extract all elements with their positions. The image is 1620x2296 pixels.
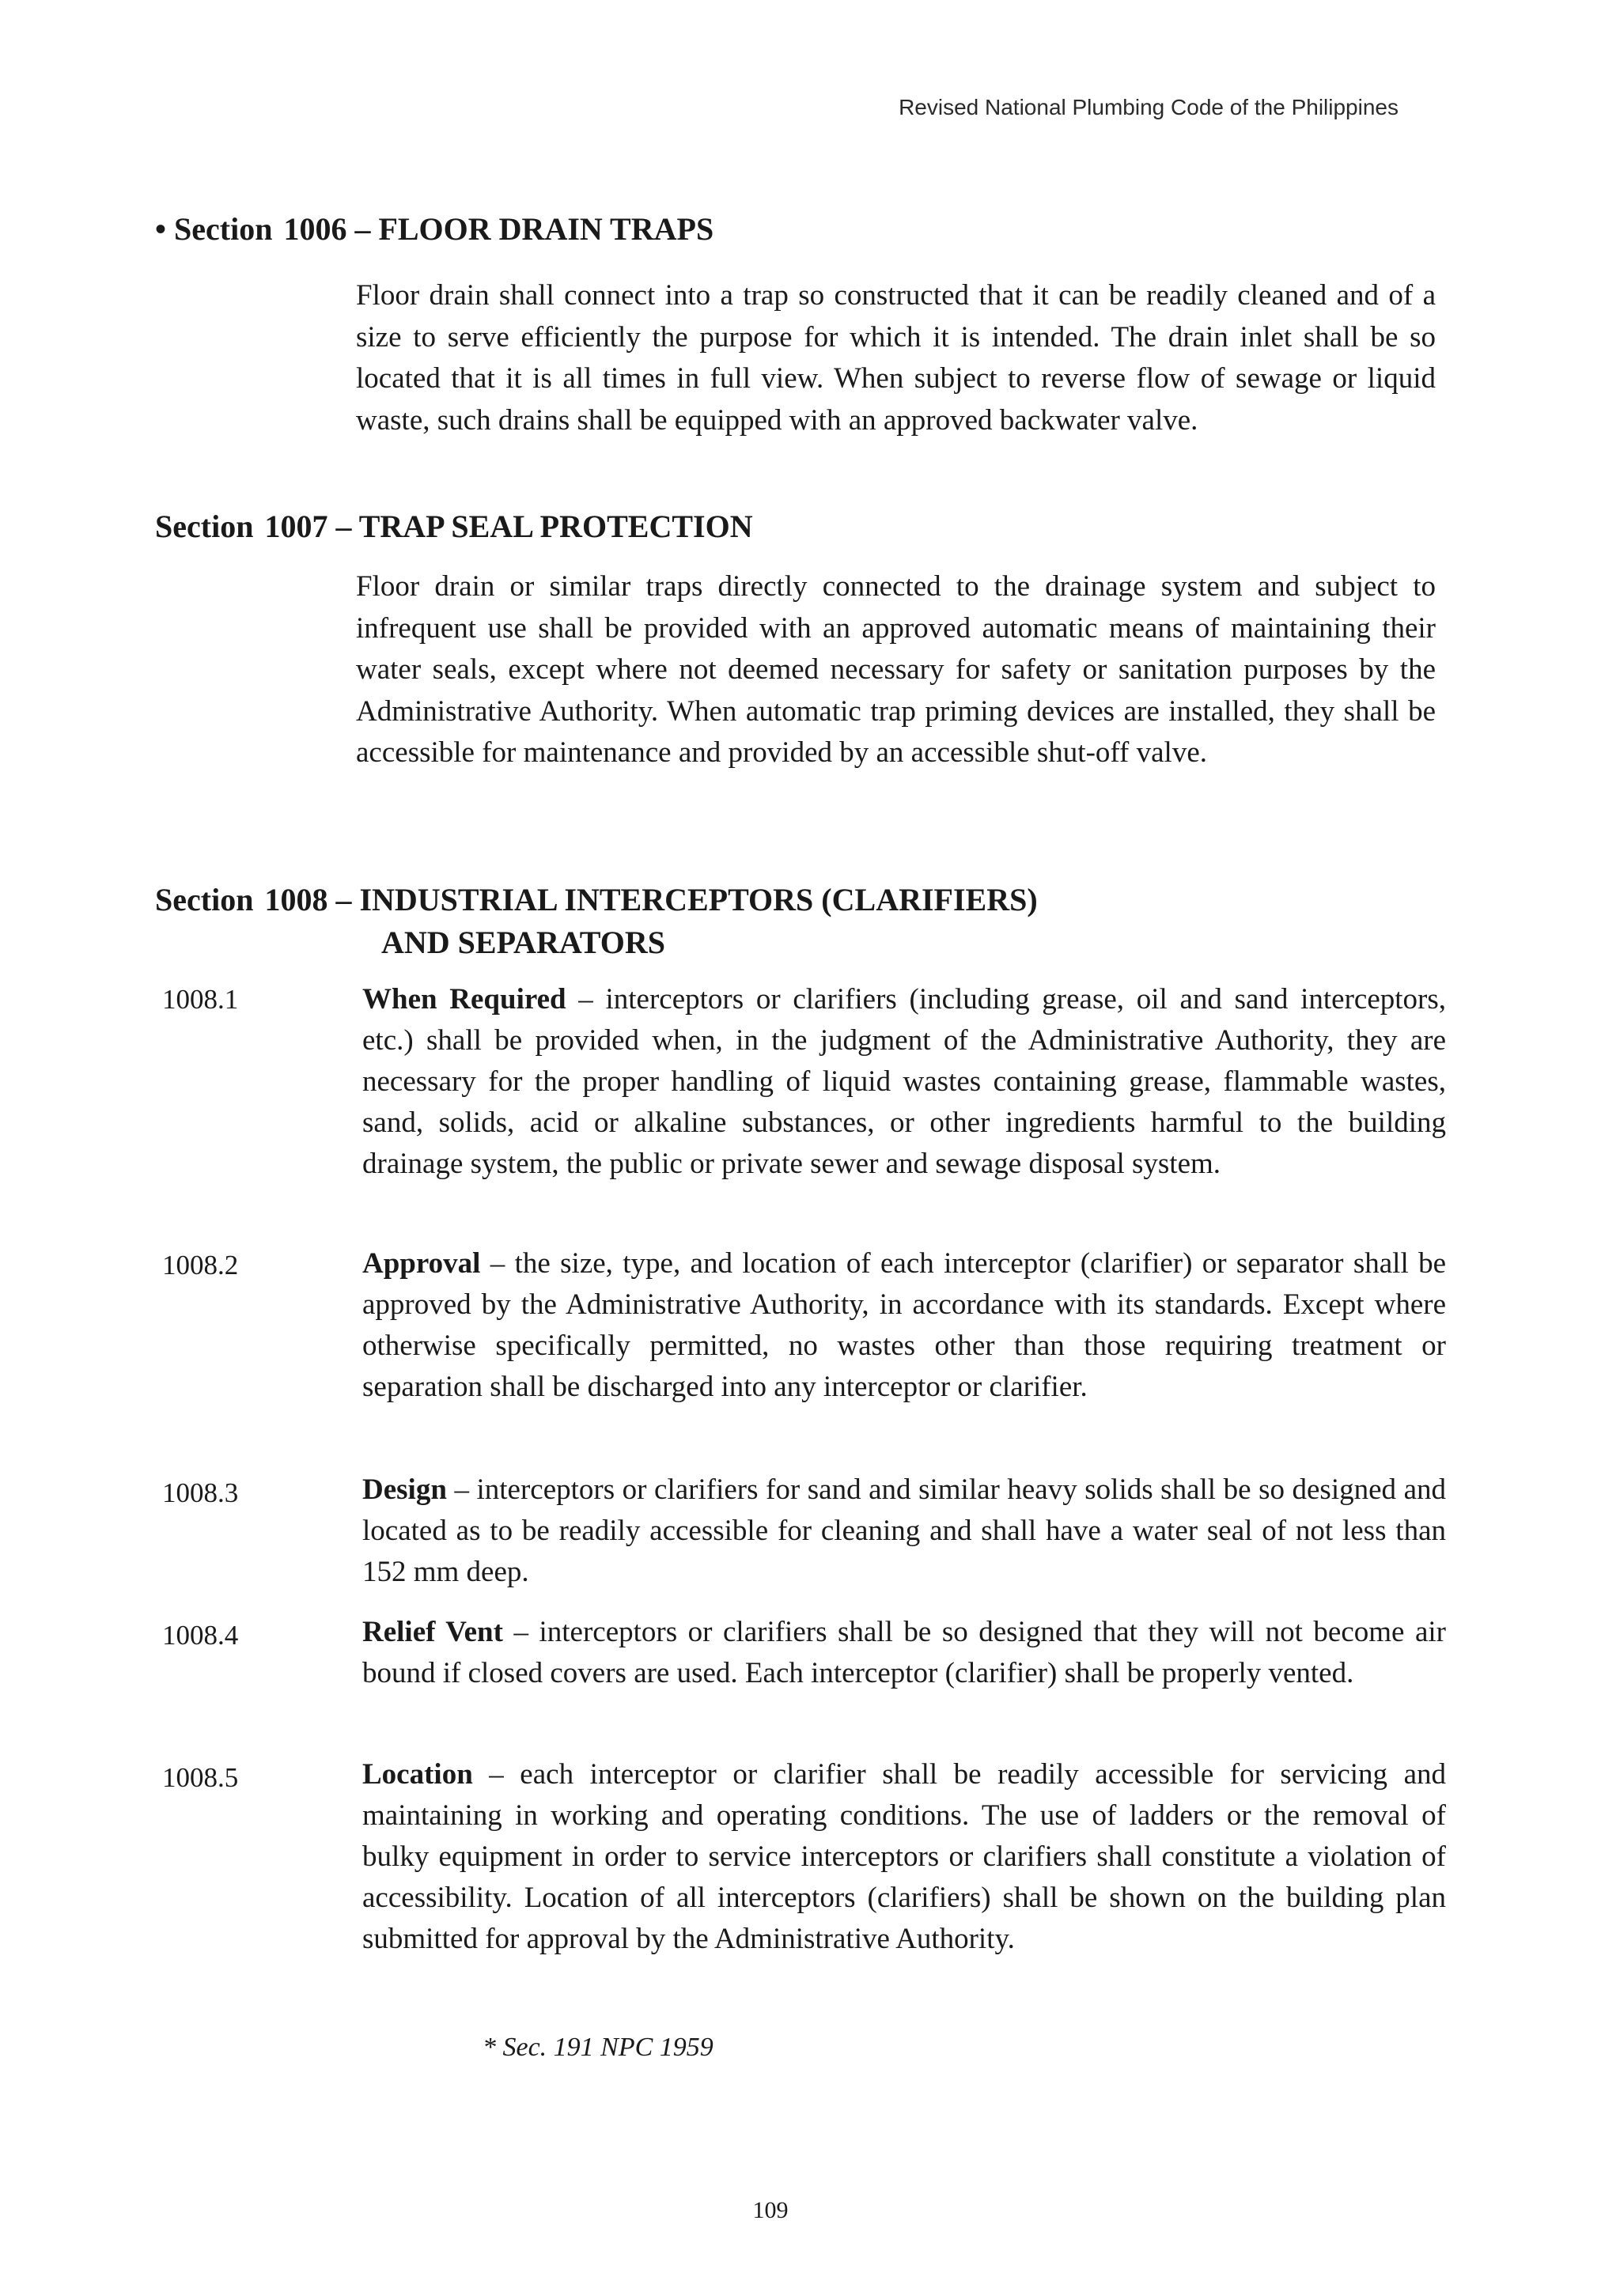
section-heading-1008 <box>155 878 1038 922</box>
section-body-1006: Floor drain shall connect into a trap so constructed that it can be readily cleaned and of a size to serve efficiently the purpose for which it is intended. The drain inlet shall be so located that it is all times in full view. When subject to reverse flow of sewage or liquid waste, such drains shall be equipped with an approved backwater valve. <box>356 279 1436 437</box>
subsection-body: – each interceptor or clarifier shall be readily accessible for servicing and maintaining in working and operating conditions. The use of ladders or the removal of bulky equipment in order to service interceptors or clarifiers shall constitute a violation of accessibility. Location of all interceptors (clarifiers) shall be shown on the building plan submitted for approval by the Administrative Authority. <box>362 1758 1446 1955</box>
subsection-number-1008-4: 1008.4 <box>162 1620 239 1651</box>
subsection-number-1008-1: 1008.1 <box>162 984 239 1015</box>
subsection-title: Approval <box>362 1247 481 1280</box>
section-prefix: • Section <box>155 211 273 247</box>
section-dash: – <box>335 509 352 544</box>
subsection-title: Location <box>362 1758 473 1791</box>
section-number: 1007 <box>264 509 328 544</box>
section-dash: – <box>335 882 352 917</box>
page-number: 109 <box>752 2197 789 2223</box>
section-dash: – <box>354 211 371 247</box>
subsection-text-1008-4 <box>362 1612 1446 1694</box>
section-number: 1006 <box>283 211 347 247</box>
subsection-text-1008-2 <box>362 1243 1446 1408</box>
subsection-text-1008-5 <box>362 1754 1446 1960</box>
section-heading-1007 <box>155 505 753 549</box>
subsection-number-1008-5: 1008.5 <box>162 1762 239 1793</box>
section-body-1007: Floor drain or similar traps directly connected to the drainage system and subject to infrequent use shall be provided with an approved automatic means of maintaining their water seals, except where not deemed necessary for safety or sanitation purposes by the Administrative Authority. When automatic trap priming devices are installed, they shall be accessible for maintenance and provided by an accessible shut-off valve. <box>356 570 1436 769</box>
subsection-body: – the size, type, and location of each interceptor (clarifier) or separator shall be approved by the Administrative Authority, in accordance with its standards. Except where otherwise specifically permitted, no wastes other than those requiring treatment or separation shall be discharged into any interceptor or clarifier. <box>362 1247 1446 1403</box>
subsection-body: – interceptors or clarifiers for sand and similar heavy solids shall be so designed and located as to be readily accessible for cleaning and shall have a water seal of not less than 152 mm deep. <box>362 1473 1446 1588</box>
section-number: 1008 <box>264 882 328 917</box>
section-title: INDUSTRIAL INTERCEPTORS (CLARIFIERS) <box>359 882 1038 917</box>
section-heading-1006 <box>155 207 713 252</box>
section-title: FLOOR DRAIN TRAPS <box>378 211 714 247</box>
subsection-body: – interceptors or clarifiers (including grease, oil and sand interceptors, etc.) shall be provided when, in the judgment of the Administrative Authority, they are necessary for the proper handling of liquid wastes containing grease, flammable wastes, sand, solids, acid or alkaline substances, or other ingredients harmful to the building drainage system, the public or private sewer and sewage disposal system. <box>362 983 1446 1180</box>
subsection-title: Relief Vent <box>362 1616 503 1648</box>
subsection-number-1008-3: 1008.3 <box>162 1477 239 1508</box>
subsection-text-1008-1 <box>362 979 1446 1185</box>
section-prefix: Section <box>155 509 254 544</box>
running-header: Revised National Plumbing Code of the Philippines <box>899 95 1399 119</box>
section-heading-1008-line2: AND SEPARATORS <box>381 925 665 960</box>
section-title: TRAP SEAL PROTECTION <box>358 509 753 544</box>
subsection-body: – interceptors or clarifiers shall be so designed that they will not become air bound if closed covers are used. Each interceptor (clarifier) shall be properly vented. <box>362 1616 1446 1689</box>
subsection-title: Design <box>362 1473 447 1506</box>
subsection-title: When Required <box>362 983 566 1016</box>
section-prefix: Section <box>155 882 254 917</box>
subsection-number-1008-2: 1008.2 <box>162 1250 239 1280</box>
footnote: * Sec. 191 NPC 1959 <box>483 2033 713 2062</box>
subsection-text-1008-3 <box>362 1470 1446 1593</box>
